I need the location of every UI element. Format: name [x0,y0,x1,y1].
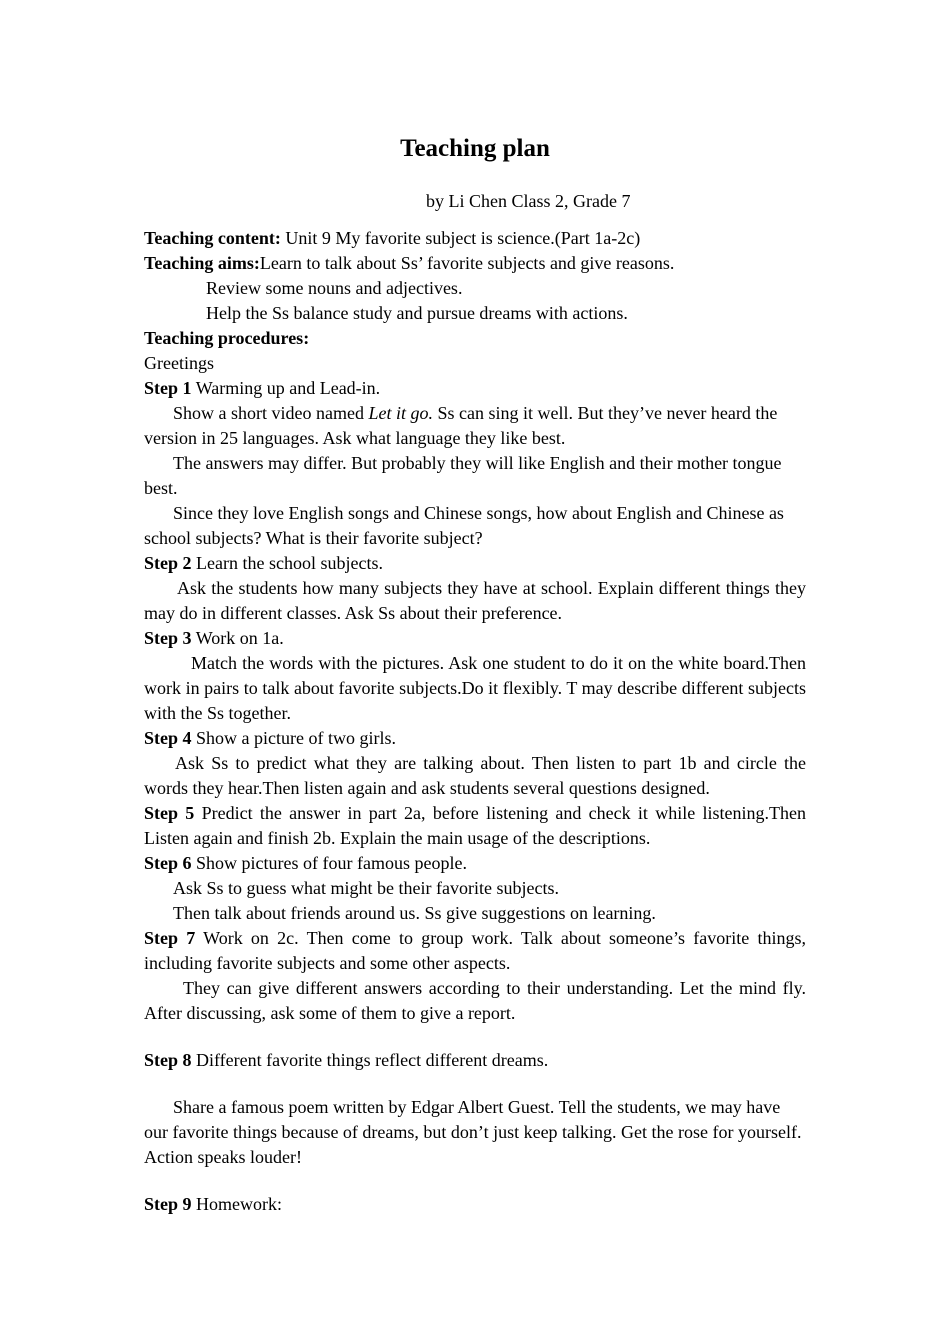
teaching-content-text: Unit 9 My favorite subject is science.(Part 1a-2c) [280,228,641,248]
step-label: Step 6 [144,853,192,873]
step-2-heading [144,551,806,576]
step-6-paragraph: Then talk about friends around us. Ss give suggestions on learning. [173,903,656,923]
step-3-heading [144,626,806,651]
step-2-paragraph: Ask the students how many subjects they have at school. Explain different things they may do in different classes. Ask Ss about their preference. [144,578,806,623]
step-7-heading [144,926,806,976]
step-6-paragraph: Ask Ss to guess what might be their favorite subjects. [173,878,559,898]
step-label: Step 9 [144,1194,192,1214]
teaching-procedures-heading: Teaching procedures: [144,328,310,348]
document-title: Teaching plan [400,135,550,162]
step-text: Work on 2c. Then come to group work. Talk about someone’s favorite things, including favorite subjects and some other aspects. [144,928,806,973]
step-title: Warming up and Lead-in. [191,378,381,398]
step-title: Show pictures of four famous people. [191,853,467,873]
step-label: Step 8 [144,1050,192,1070]
spacer [144,1170,806,1192]
step-8-paragraph: Share a famous poem written by Edgar Albert Guest. Tell the students, we may have our favorite things because of dreams, but don’t just keep talking. Get the rose for yourself. Action speaks louder! [144,1097,802,1167]
greetings: Greetings [144,353,214,373]
step-label: Step 1 [144,378,192,398]
step-label: Step 2 [144,553,192,573]
teaching-aim-item: Help the Ss balance study and pursue dreams with actions. [206,303,628,323]
step-4-paragraph: Ask Ss to predict what they are talking about. Then listen to part 1b and circle the words they hear.Then listen again and ask students several questions designed. [144,753,806,798]
step-label: Step 7 [144,928,196,948]
step-5-heading [144,801,806,851]
video-title: Let it go. [368,403,433,423]
step-label: Step 3 [144,628,192,648]
step-8-heading [144,1048,806,1073]
step-label: Step 5 [144,803,195,823]
spacer [144,1026,806,1048]
spacer [144,1073,806,1095]
author-byline: by Li Chen Class 2, Grade 7 [426,191,631,211]
step-title: Homework: [191,1194,282,1214]
teaching-content-label: Teaching content: [144,228,281,248]
teaching-aims-label: Teaching aims: [144,253,260,273]
teaching-content [144,226,806,251]
step-title: Show a picture of two girls. [191,728,396,748]
step-title: Different favorite things reflect different dreams. [191,1050,549,1070]
step-3-paragraph: Match the words with the pictures. Ask one student to do it on the white board.Then work in pairs to talk about favorite subjects.Do it flexibly. T may describe different subjects with the Ss together. [144,653,806,723]
teaching-aims-text: Learn to talk about Ss’ favorite subjects and give reasons. [259,253,675,273]
step-title: Learn the school subjects. [191,553,383,573]
step-1-paragraph: The answers may differ. But probably they will like English and their mother tongue best. [144,453,782,498]
step-9-heading [144,1192,806,1217]
step-1-heading [144,376,806,401]
step-1-paragraph: Since they love English songs and Chinese songs, how about English and Chinese as school subjects? What is their favorite subject? [144,503,784,548]
step-text: Predict the answer in part 2a, before listening and check it while listening.Then Listen again and finish 2b. Explain the main usage of the descriptions. [144,803,806,848]
step-6-heading [144,851,806,876]
document-body [144,226,806,1217]
step-4-heading [144,726,806,751]
teaching-aims [144,251,806,276]
step-label: Step 4 [144,728,192,748]
step-title: Work on 1a. [191,628,284,648]
paragraph-text: Show a short video named [173,403,369,423]
step-1-paragraph [144,401,806,451]
step-7-paragraph: They can give different answers according to their understanding. Let the mind fly. After discussing, ask some of them to give a report. [144,978,806,1023]
paragraph-text: Ss can sing it well. But they’ve never heard the version in 25 languages. Ask what language they like best. [144,403,778,448]
teaching-aim-item: Review some nouns and adjectives. [206,278,463,298]
